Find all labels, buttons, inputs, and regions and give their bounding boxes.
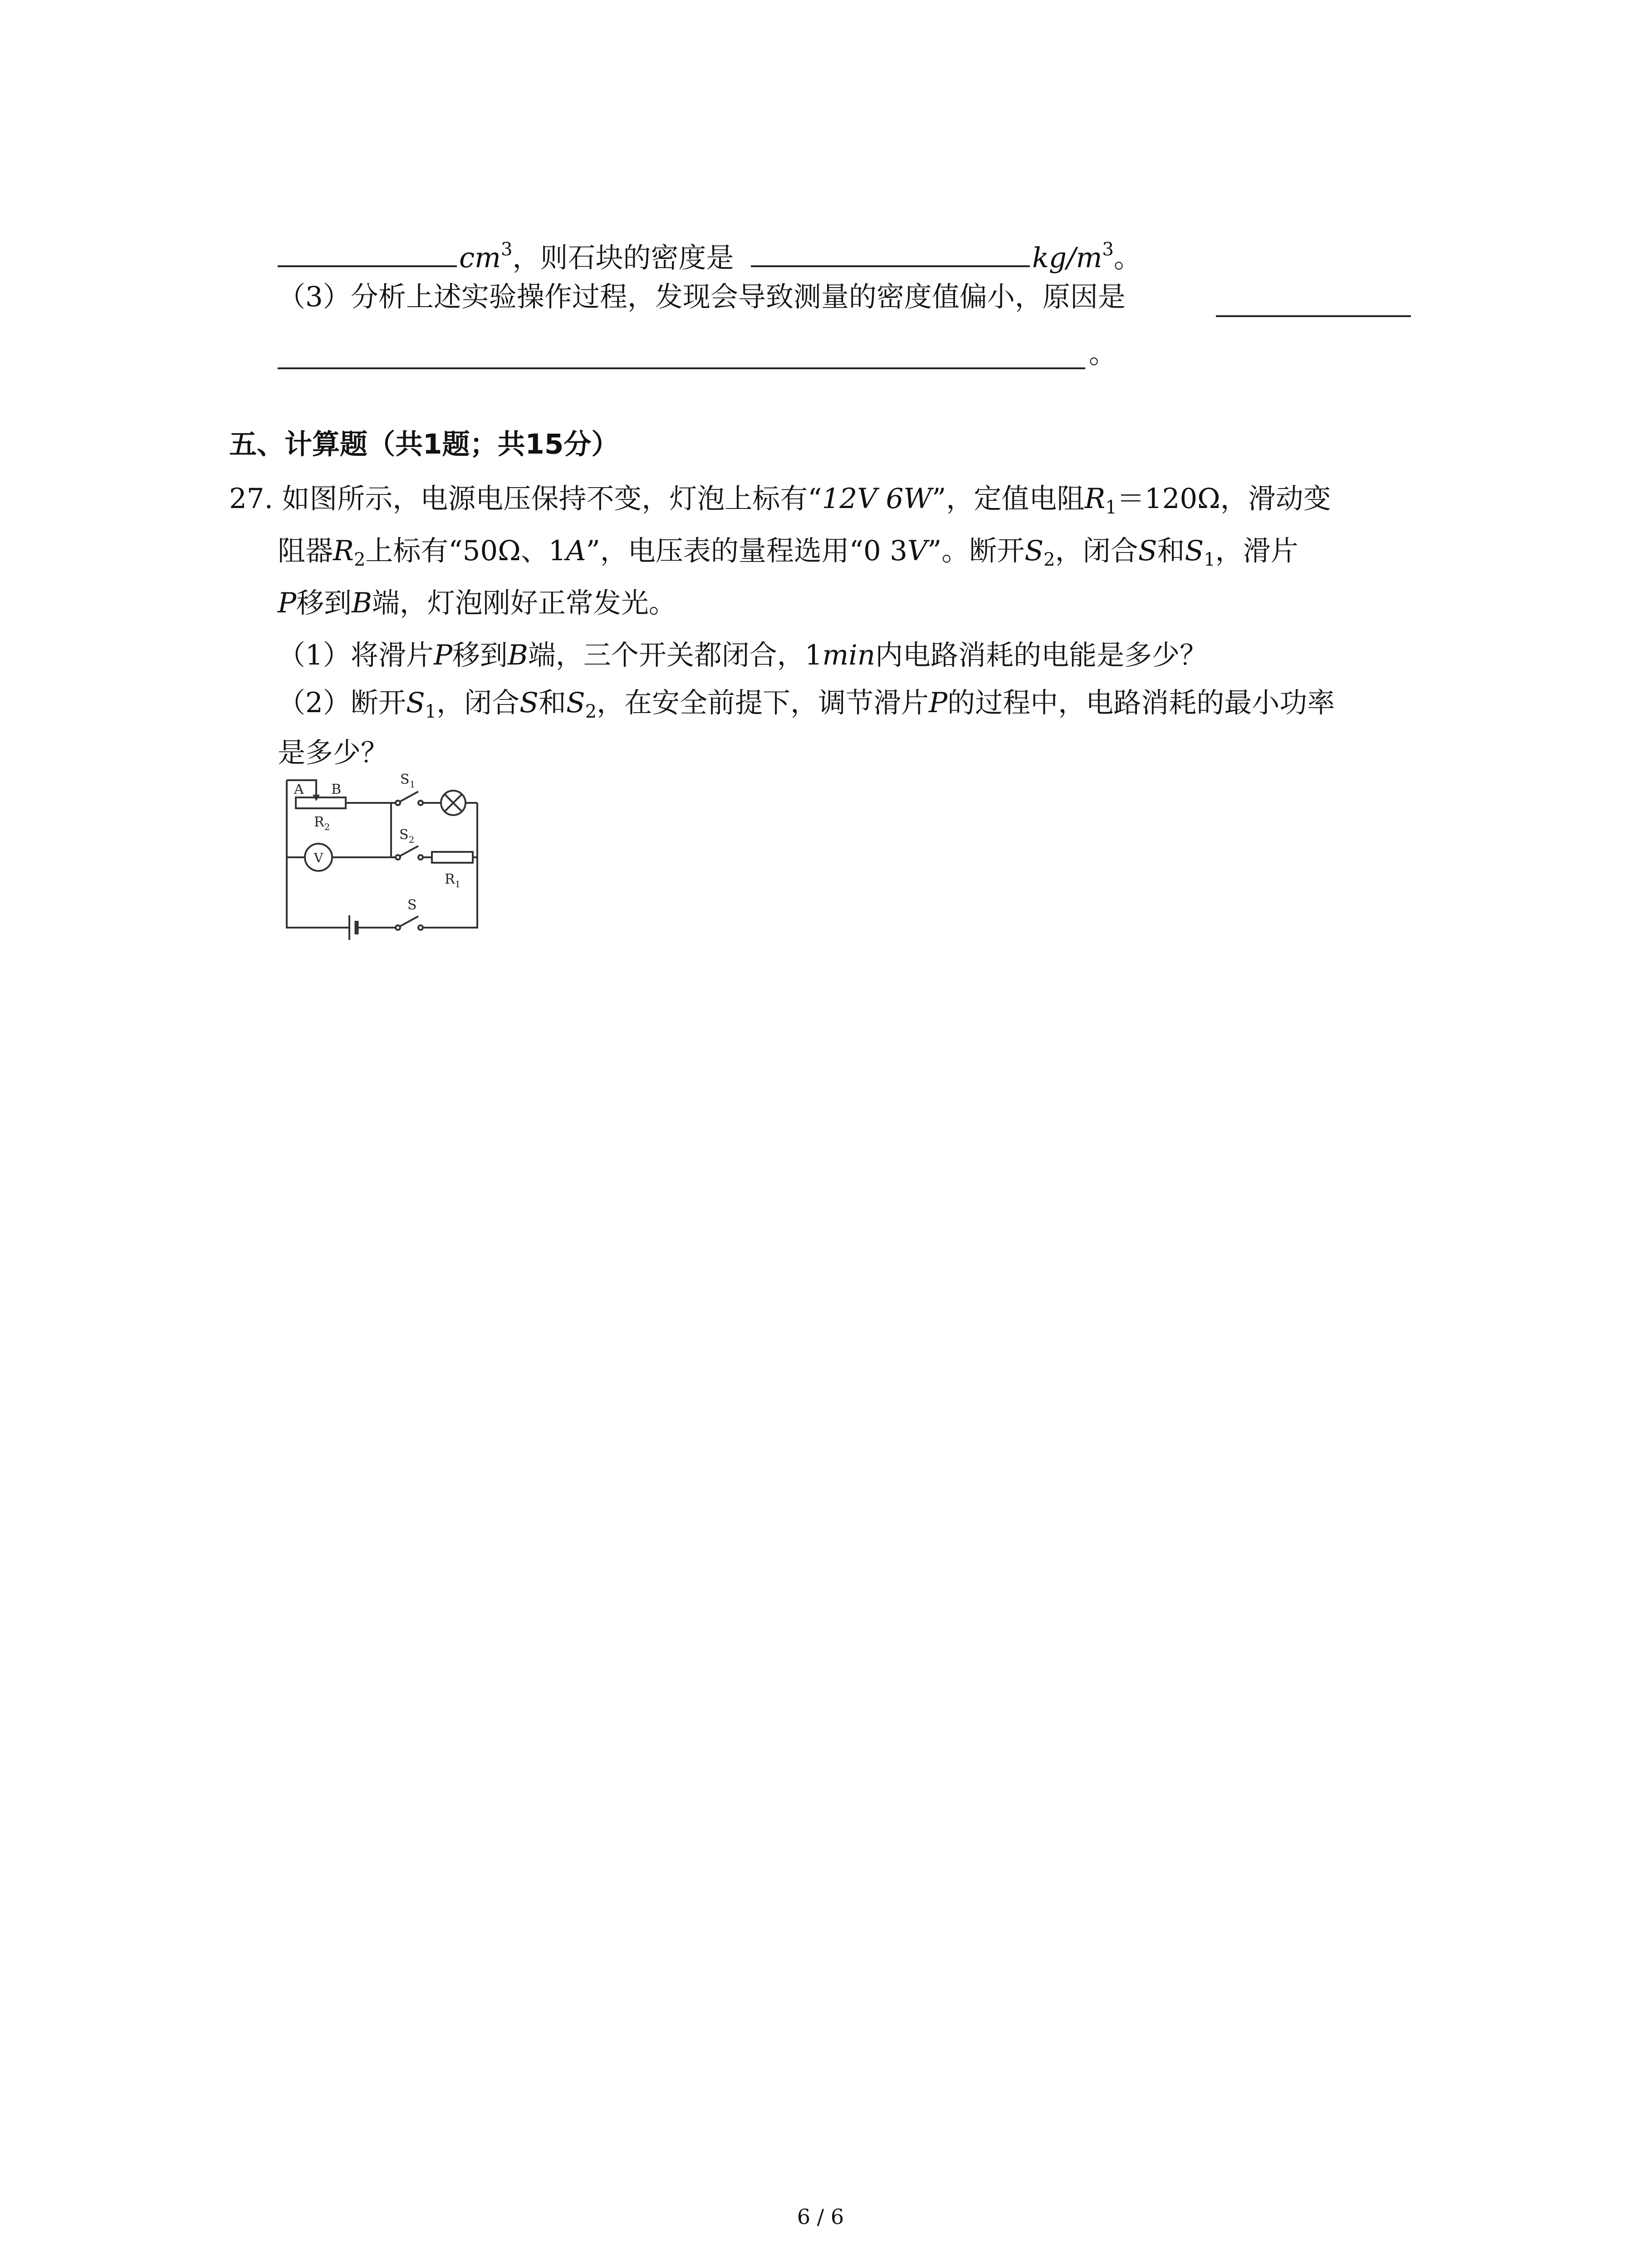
q26-mid-text: ，则石块的密度是 [512, 242, 734, 274]
q26-part3-line [278, 279, 1126, 315]
lamp-icon [441, 791, 465, 815]
answer-blank-reason-1[interactable] [1216, 315, 1411, 317]
q27-sub-question-2: （2）断开$S_1$，闭合S和$S_2$，在安全前提下，调节滑片P的过程中，电路消耗的最小功率 [278, 687, 1335, 722]
q26-volume-line: $cm^3$，则石块的密度是 [459, 239, 734, 274]
switch-s-blade [399, 916, 418, 927]
resistor-r1 [432, 852, 473, 863]
label-r1: $R_1$ [445, 871, 461, 890]
switch-s1-blade [399, 792, 418, 802]
battery-icon [346, 915, 362, 940]
q26-part3-label: （3） [278, 281, 351, 313]
switch-s2-blade [399, 846, 418, 856]
answer-blank-density[interactable] [751, 265, 1030, 267]
page-number: 6 / 6 [797, 2204, 844, 2229]
q26-part3-end: 。 [1089, 337, 1117, 370]
label-s2: $S_2$ [399, 827, 415, 845]
lamp-rating: 12V 6W [822, 483, 932, 515]
question-number: 27. [229, 483, 274, 515]
q27-line-2: 阻器$R_2$上标有“50Ω、1A”，电压表的量程选用“0 3V”。断开$S_2$，闭合S和$S_1$，滑片 [278, 535, 1298, 570]
q26-part3-text: 分析上述实验操作过程，发现会导致测量的密度值偏小，原因是 [350, 281, 1126, 313]
q27-sub-question-1: （1）将滑片P移到B端，三个开关都闭合，1min内电路消耗的电能是多少？ [278, 639, 1208, 671]
unit-volume: cm [459, 242, 501, 274]
q26-density-unit: $kg/m^3$。 [1032, 239, 1141, 274]
label-s1: $S_1$ [400, 772, 416, 790]
q27-line-3: P移到B端，灯泡刚好正常发光。 [278, 587, 676, 619]
label-b: B [331, 782, 342, 797]
circuit-diagram [278, 771, 486, 943]
label-v: V [314, 850, 323, 865]
q27-sub-question-2-cont: 是多少？ [278, 737, 389, 769]
answer-blank-volume[interactable] [278, 265, 457, 267]
answer-blank-reason-2[interactable] [278, 367, 1085, 369]
rheostat-r2 [296, 797, 346, 808]
q27-line-1: 27. 如图所示，电源电压保持不变，灯泡上标有“12V 6W”，定值电阻$R_1=120\Omega$，滑动变 [229, 483, 1331, 518]
switch-s2-terminal-b [418, 855, 423, 860]
switch-s-terminal-b [418, 925, 423, 930]
switch-s1-terminal-b [418, 801, 423, 805]
label-s: S [407, 897, 417, 913]
section-heading: 五、计算题（共1题；共15分） [229, 428, 619, 460]
label-a: A [294, 782, 304, 797]
label-r2: $R_2$ [314, 814, 330, 832]
